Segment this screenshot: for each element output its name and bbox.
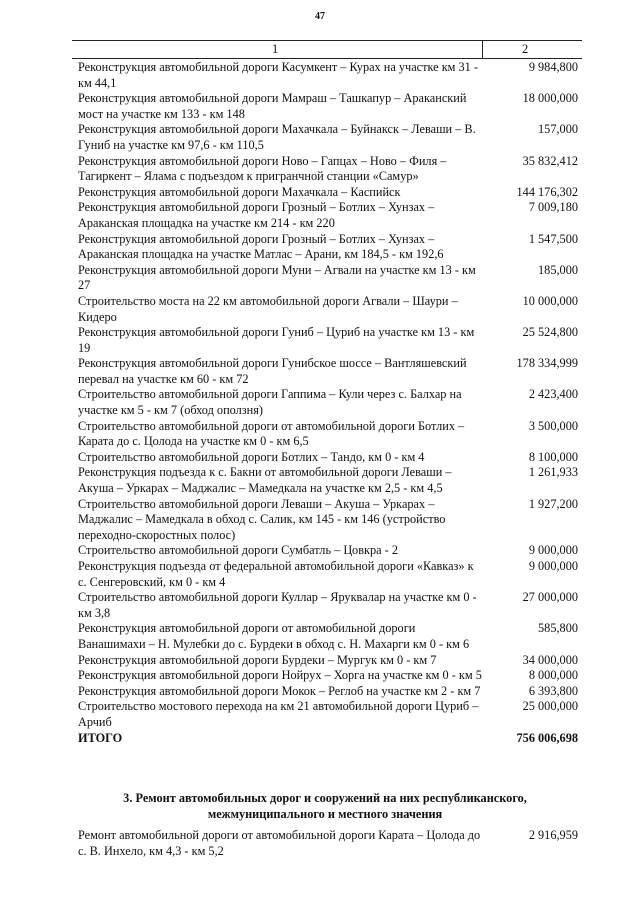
table-row	[78, 91, 578, 122]
row-description: Строительство автомобильной дороги от автомобильной дороги Ботлих – Карата до с. Цолода на участке км 0 - км 6,5	[78, 418, 465, 449]
row-description: Реконструкция автомобильной дороги Гунибское шоссе – Вантляшевский перевал на участке км 60 - км 72	[78, 356, 467, 386]
row-description: Реконструкция подъезда к с. Бакни от автомобильной дороги Леваши – Акуша – Уркарах – Маджалис – Мамедкала на участке км 2,5 - км 4,5	[78, 465, 452, 496]
row-description: Строительство автомобильной дороги Куллар – Яруквалар на участке км 0 - км 3,8	[78, 590, 477, 620]
row-amount: 1 547,500	[528, 231, 578, 246]
row-description: Реконструкция автомобильной дороги Бурдеки – Мургук км 0 - км 7	[78, 652, 437, 667]
table-row	[78, 590, 578, 621]
table-row	[78, 684, 578, 700]
row-amount: 34 000,000	[522, 652, 578, 667]
section-3-table	[78, 828, 578, 859]
row-description: Строительство автомобильной дороги Ботлих – Тандо, км 0 - км 4	[78, 449, 425, 464]
row-description: Реконструкция автомобильной дороги Грозный – Ботлих – Хунзах – Араканская площадка на участке км 214 - км 220	[78, 200, 435, 230]
table-row	[78, 668, 578, 684]
table-row	[78, 200, 578, 231]
row-description: Реконструкция автомобильной дороги Махачкала – Каспийск	[78, 184, 401, 199]
table-row	[78, 60, 578, 91]
table-top-line	[72, 40, 582, 41]
table-row	[78, 465, 578, 496]
table-row	[78, 621, 578, 652]
table-row	[78, 294, 578, 325]
section-3-title: 3. Ремонт автомобильных дорог и сооружений на них республиканского, межмуниципального и местного значения	[123, 791, 527, 821]
row-description: Реконструкция автомобильной дороги Ново – Гапцах – Ново – Филя – Тагиркент – Ялама с подъездом к пригранчной станции «Самур»	[78, 153, 447, 184]
row-amount: 157,000	[538, 122, 578, 137]
table-row	[78, 497, 578, 544]
table-row	[78, 185, 578, 201]
row-amount: 9 984,800	[528, 60, 578, 74]
table-row	[78, 154, 578, 185]
table-row	[78, 653, 578, 669]
row-description: Реконструкция автомобильной дороги Мокок – Реглоб на участке км 2 - км 7	[78, 683, 481, 698]
row-description: Строительство автомобильной дороги Сумбатль – Цовкра - 2	[78, 543, 398, 558]
row-description: Строительство моста на 22 км автомобильной дороги Агвали – Шаури – Кидеро	[78, 293, 458, 324]
row-description: Реконструкция автомобильной дороги Гуниб – Цуриб на участке км 13 - км 19	[78, 325, 475, 355]
row-amount: 25 524,800	[522, 325, 578, 340]
row-description: Строительство мостового перехода на км 21 автомобильной дороги Цуриб – Арчиб	[78, 699, 479, 729]
table-header-bottom-line	[72, 58, 582, 59]
row-description: Реконструкция автомобильной дороги Грозный – Ботлих – Хунзах – Араканская площадка на участке Матлас – Арани, км 184,5 - км 192,6	[78, 231, 444, 262]
row-amount: 3 500,000	[528, 418, 578, 433]
row-description: Реконструкция автомобильной дороги Махачкала – Буйнакск – Леваши – В. Гуниб на участке км 97,6 - км 110,5	[78, 122, 476, 152]
row-description: Реконструкция автомобильной дороги Муни – Агвали на участке км 13 - км 27	[78, 262, 476, 293]
row-amount: 1 261,933	[528, 465, 578, 480]
row-description: Ремонт автомобильной дороги от автомобильной дороги Карата – Цолода до с. В. Инхело, км 4,3 - км 5,2	[78, 828, 481, 858]
row-amount: 2 423,400	[528, 387, 578, 402]
row-description: Реконструкция автомобильной дороги от автомобильной дороги Ванашимахи – Н. Мулебки до с. Бурдеки в обход с. Н. Махарги км 0 - км 6	[78, 621, 470, 651]
row-amount: 25 000,000	[522, 699, 578, 714]
row-amount: 18 000,000	[522, 91, 578, 106]
row-amount: 2 916,959	[528, 828, 578, 842]
row-description: Строительство автомобильной дороги Леваши – Акуша – Уркарах – Маджалис – Мамедкала в обход с. Салик, км 145 - км 146 (устройство переходно-скоростных полос)	[78, 496, 446, 542]
row-description: Реконструкция подъезда от федеральной автомобильной дороги «Кавказ» к с. Сенгеровский, км 0 - км 4	[78, 559, 474, 589]
row-description: Реконструкция автомобильной дороги Касумкент – Курах на участке км 31 - км 44,1	[78, 60, 479, 90]
table-row	[78, 419, 578, 450]
table-row	[78, 543, 578, 559]
row-amount: 9 000,000	[528, 559, 578, 573]
table-row	[78, 387, 578, 418]
table-row	[78, 450, 578, 466]
row-amount: 7 009,180	[528, 200, 578, 215]
row-description: Реконструкция автомобильной дороги Нойрух – Хорга на участке км 0 - км 5	[78, 668, 482, 683]
column-header-2: 2	[522, 42, 529, 56]
table-row	[78, 699, 578, 730]
table-row	[78, 232, 578, 263]
row-amount: 585,800	[538, 621, 578, 636]
table-row	[78, 325, 578, 356]
row-amount: 35 832,412	[522, 153, 578, 168]
row-amount: 144 176,302	[516, 184, 578, 199]
table-row	[78, 122, 578, 153]
total-row	[78, 731, 578, 747]
row-amount: 8 100,000	[528, 449, 578, 464]
row-amount: 27 000,000	[522, 590, 578, 605]
row-amount: 8 000,000	[528, 668, 578, 683]
table-row	[78, 828, 578, 859]
row-description: Строительство автомобильной дороги Гаппима – Кули через с. Балхар на участке км 5 - км 7 (обход оползня)	[78, 387, 462, 418]
budget-table	[78, 60, 578, 746]
total-amount: 756 006,698	[516, 730, 578, 745]
table-row	[78, 559, 578, 590]
row-amount: 9 000,000	[528, 543, 578, 558]
column-divider	[482, 40, 483, 59]
table-row	[78, 263, 578, 294]
row-description: Реконструкция автомобильной дороги Мамраш – Ташкапур – Араканский мост на участке км 133 - км 148	[78, 91, 467, 121]
row-amount: 1 927,200	[528, 496, 578, 511]
column-header-1: 1	[272, 42, 279, 56]
table-row	[78, 356, 578, 387]
total-label: ИТОГО	[78, 730, 123, 745]
page-number: 47	[315, 11, 325, 22]
row-amount: 178 334,999	[516, 356, 578, 371]
row-amount: 6 393,800	[528, 683, 578, 698]
row-amount: 185,000	[538, 262, 578, 277]
row-amount: 10 000,000	[522, 293, 578, 308]
